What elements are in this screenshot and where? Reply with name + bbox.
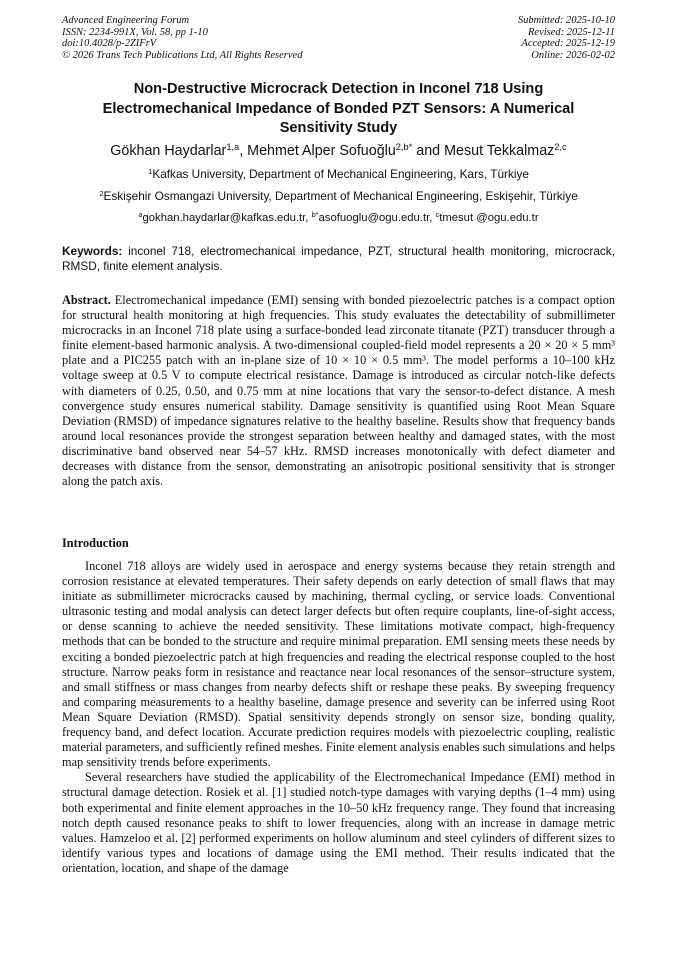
keywords-text: inconel 718, electromechanical impedance, PZT, structural health monitoring, microcrack, RMSD, finite element analysis.: [62, 244, 615, 273]
author-affiliation-marker: 2,b*: [395, 141, 413, 152]
journal-name: Advanced Engineering Forum: [62, 15, 190, 26]
publication-dates: [518, 15, 615, 61]
submitted-date: Submitted: 2025-10-10: [517, 15, 615, 26]
email-marker: b*: [311, 209, 319, 219]
abstract-block: [62, 293, 615, 489]
keywords-block: [62, 244, 615, 273]
keywords-label: Keywords:: [62, 244, 123, 258]
online-date: Online: 2026-02-02: [531, 49, 615, 61]
body-paragraph: Several researchers have studied the applicability of the Electromechanical Impedance (EMI) method in structural damage detection. Rosiek et al. [1] studied notch-type damages with varying depths (1–4 mm) using both experimental and finite element approaches in the 10–50 kHz frequency range. They found that increasing notch depth caused resonance peaks to shift to lower frequencies, along with an increase in damage metric values. Hamzeloo et al. [2] performed experiments on hollow aluminum and steel cylinders of different sizes to identify various types and locations of damage using the EMI method. Their results indicated that the orientation, location, and shape of the damage: [62, 770, 615, 875]
title-line: Non-Destructive Microcrack Detection in Inconel 718 Using: [133, 81, 544, 97]
author-name: Gökhan Haydarlar: [110, 143, 227, 159]
title-line: Electromechanical Impedance of Bonded PZT Sensors: A Numerical: [102, 100, 575, 117]
email-marker: a: [138, 209, 143, 219]
author-list: [62, 142, 615, 160]
doi: doi:10.4028/p-2ZIFrV: [62, 38, 157, 50]
affiliation: [62, 189, 615, 203]
body-paragraph: Inconel 718 alloys are widely used in aerospace and energy systems because they retain strength and corrosion resistance at elevated temperatures. Their safety depends on early detection of small flaws that may initiate as submillimeter microcracks caused by machining, thermal cycling, or service loads. Conventional ultrasonic testing and modal analysis can detect larger defects but often require couplants, line-of-sight access, or dense scanning to achieve the needed sensitivity. These limitations motivate compact, high-frequency methods that can be bonded to the structure and require minimal preparation. EMI sensing meets these needs by exciting a bonded piezoelectric patch at high frequencies and reading the electrical response coupled to the host structure. Narrow peaks form in resistance and reactance near local resonances of the sensor–structure system, and small stiffness or mass changes from nearby defects shift or reshape these peaks. By sweeping frequency and comparing measurements to a healthy baseline, damage presence and severity can be inferred using Root Mean Square Deviation (RMSD). Spatial sensitivity depends strongly on sensor size, bonding quality, frequency band, and defect location. Accurate prediction requires models with piezoelectric coupling, realistic material parameters, and sufficiently refined meshes. Finite element analysis enables such simulations and helps map sensitivity trends before experiments.: [62, 559, 615, 770]
affiliation-marker: 1: [148, 166, 153, 176]
journal-info: [62, 15, 302, 61]
affiliation-text: Eskişehir Osmangazi University, Department of Mechanical Engineering, Eskişehir, Türkiye: [103, 189, 578, 203]
introduction-body: [62, 559, 615, 876]
abstract-text: Electromechanical impedance (EMI) sensing with bonded piezoelectric patches is a compact option for structural health monitoring at high frequencies. This study evaluates the detectability of submillimeter microcracks in an Inconel 718 plate using a surface-bonded lead zirconate titanate (PZT) transducer through a finite element-based harmonic analysis. A two-dimensional coupled-field model represents a 20 × 20 × 5 mm³ plate and a PIC255 patch with an in-plane size of 10 × 10 × 0.5 mm³. The model performs a 10–100 kHz voltage sweep at 0.5 V to compute electrical resistance. Damage is introduced as circular notch-like defects with diameters of 0.25, 0.50, and 0.75 mm at nine locations that vary the sensor-to-defect distance. A mesh convergence study ensures numerical stability. Damage sensitivity is quantified using Root Mean Square Deviation (RMSD) of impedance signatures relative to the healthy baseline. Results show that frequency bands around local resonances provide the strongest separation between healthy and damaged states, with the most discriminative band observed near 54–57 kHz. RMSD increases monotonically with defect diameter and decreases with distance from the sensor, demonstrating an anisotropic positional sensitivity that is stronger along the patch axis.: [62, 293, 615, 489]
introduction-heading: Introduction: [62, 536, 129, 550]
author-name: Mehmet Alper Sofuoğlu: [247, 143, 396, 159]
author-separator: ,: [239, 143, 248, 159]
accepted-date: Accepted: 2025-12-19: [521, 38, 615, 50]
affiliation-text: Kafkas University, Department of Mechanical Engineering, Kars, Türkiye: [152, 167, 529, 181]
email-link[interactable]: asofuoglu@ogu.edu.tr,: [318, 212, 436, 224]
revised-date: Revised: 2025-12-11: [528, 26, 615, 38]
email-link[interactable]: tmesut @ogu.edu.tr: [439, 212, 539, 224]
email-marker: c: [435, 209, 440, 219]
author-affiliation-marker: 1,a: [226, 141, 240, 152]
copyright: © 2026 Trans Tech Publications Ltd, All Rights Reserved: [62, 49, 303, 61]
title-line: Sensitivity Study: [279, 120, 398, 136]
author-name: Mesut Tekkalmaz: [444, 143, 555, 159]
affiliation-marker: 2: [99, 188, 104, 198]
journal-issn: ISSN: 2234-991X, Vol. 58, pp 1-10: [62, 26, 208, 38]
affiliation: [62, 167, 615, 181]
email-link[interactable]: gokhan.haydarlar@kafkas.edu.tr,: [142, 212, 312, 224]
paper-title: [62, 80, 615, 139]
author-emails: [62, 211, 615, 225]
abstract-label: Abstract.: [62, 293, 111, 307]
author-separator: and: [412, 143, 445, 159]
author-affiliation-marker: 2,c: [554, 141, 567, 152]
